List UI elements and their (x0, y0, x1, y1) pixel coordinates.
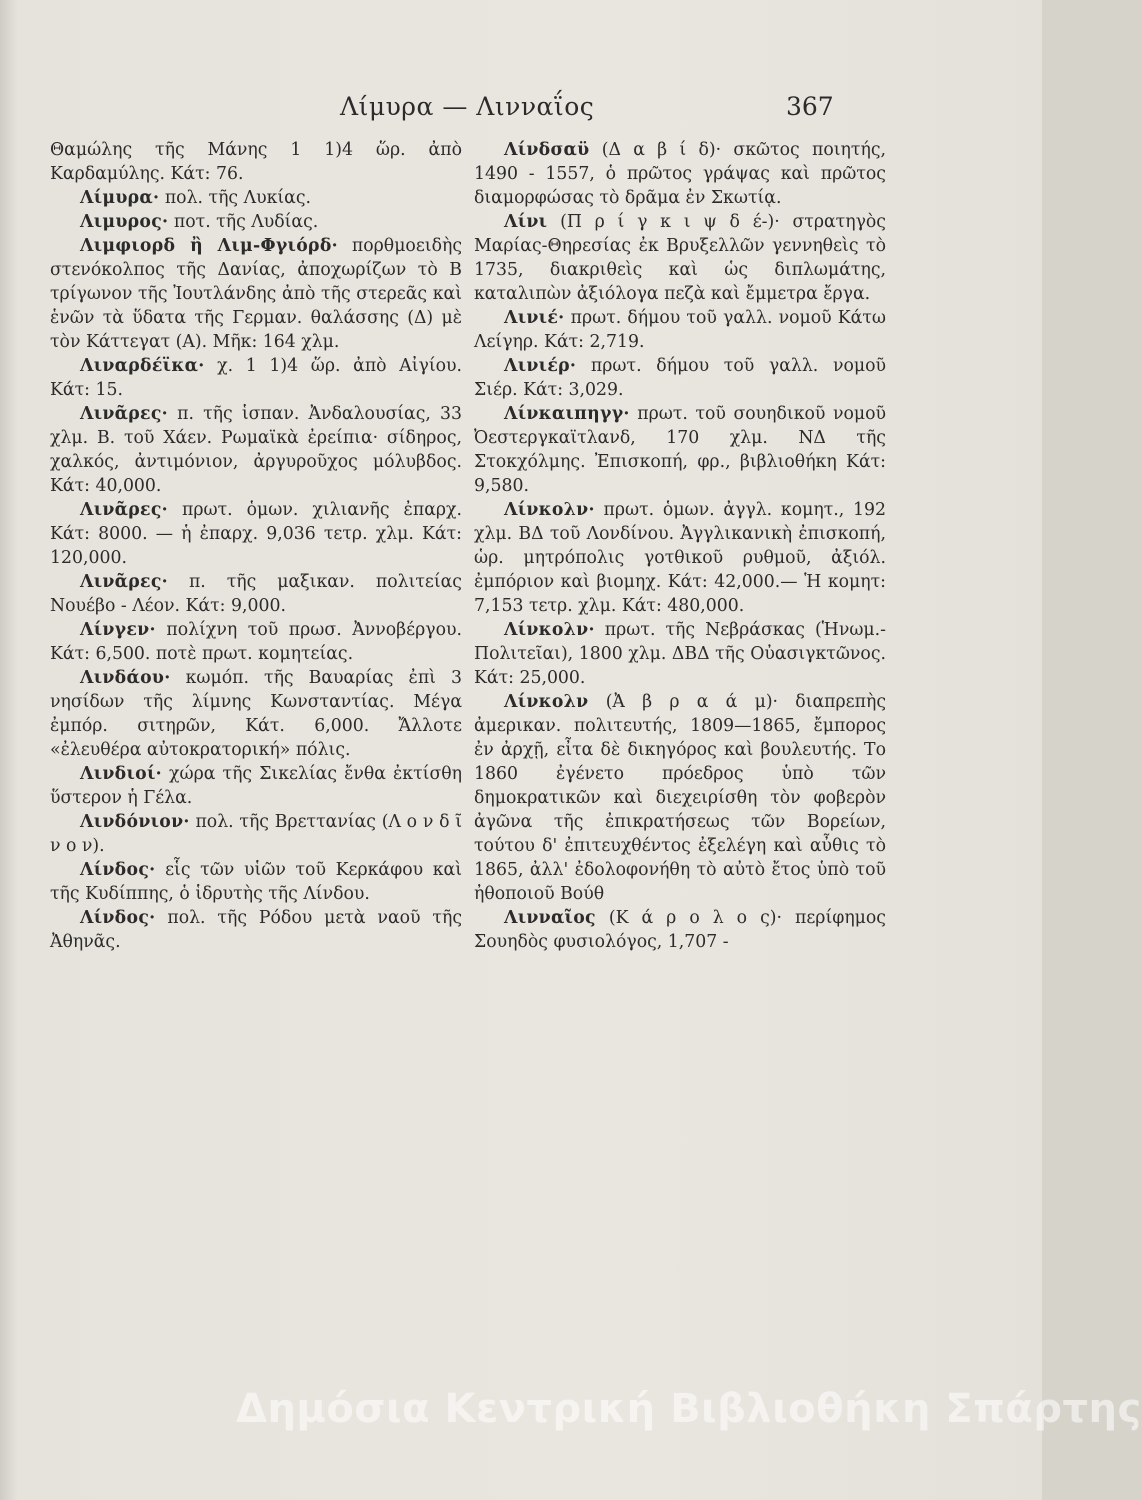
entry-headword: Λίνγεν· (80, 620, 156, 640)
entry-text: (Ἀ β ρ α ά μ)· διαπρεπὴς ἀμερικαν. πολιτευτής, 1809—1865, ἔμπορος ἐν ἀρχῇ, εἶτα δὲ δικηγόρος καὶ βουλευτής. Το 1860 ἐγένετο πρόεδρος ὑπὸ τῶν δημοκρατικῶν καὶ διεχειρίσθη τὸν φοβερὸν ἀγῶνα τῆς ἐπικρατήσεως τῶν Βορείων, τούτου δ' ἐπιτευχθέντος ἐξελέγη καὶ αὖθις τὸ 1865, ἀλλ' ἐδολοφονήθη τὸ αὐτὸ ἔτος ὑπὸ τοῦ ἠθοποιοῦ Βούθ (474, 692, 886, 904)
entry-headword: Λίνκαιπηγγ· (504, 404, 630, 424)
dictionary-entry (50, 498, 462, 570)
entry-text: πολίχνη τοῦ πρωσ. Ἀννοβέργου. Κάτ: 6,500. ποτὲ πρωτ. κομητείας. (50, 620, 462, 664)
entry-text: χ. 1 1)4 ὥρ. ἀπὸ Αἰγίου. Κάτ: 15. (50, 356, 462, 400)
entry-headword: Λινδάου· (80, 668, 171, 688)
right-column (474, 138, 886, 954)
entry-text: Θαμώλης τῆς Μάνης 1 1)4 ὥρ. ἀπὸ Καρδαμύλης. Κάτ: 76. (50, 140, 462, 184)
dictionary-entry (50, 402, 462, 498)
entry-text: εἷς τῶν υἱῶν τοῦ Κερκάφου καὶ τῆς Κυδίππης, ὁ ἱδρυτὴς τῆς Λίνδου. (50, 860, 462, 904)
entry-headword: Λιμυρος· (80, 212, 169, 232)
entry-text: ποτ. τῆς Λυδίας. (168, 212, 319, 232)
dictionary-entry (474, 402, 886, 498)
entry-text: (Π ρ ί γ κ ι ψ δ έ-)· στρατηγὸς Μαρίας-Θηρεσίας ἐκ Βρυξελλῶν γεννηθεὶς τὸ 1735, διακριθεὶς καὶ ὡς διπλωμάτης, καταλιπὼν ἀξιόλογα πεζὰ καὶ ἔμμετρα ἔργα. (474, 212, 886, 304)
dictionary-entry (50, 666, 462, 762)
entry-headword: Λινναῖος (504, 908, 596, 928)
running-title: Λίμυρα — Λινναΐος (340, 92, 595, 121)
left-column (50, 138, 462, 954)
entry-text: πρωτ. δήμου τοῦ γαλλ. νομοῦ Σιέρ. Κάτ: 3,029. (474, 356, 886, 400)
dictionary-entry (474, 210, 886, 306)
entry-headword: Λιμφιορδ ἢ Λιμ-Φγιόρδ· (80, 236, 338, 256)
entry-headword: Λινιέ· (504, 308, 565, 328)
entry-text: πολ. τῆς Βρεττανίας (Λ ο ν δ ῖ ν ο ν). (50, 812, 462, 856)
dictionary-entry (50, 354, 462, 402)
dictionary-entry (474, 138, 886, 210)
entry-headword: Λίνκολν· (504, 500, 595, 520)
page-header (0, 92, 1042, 132)
dictionary-entry (474, 618, 886, 690)
entry-text: πολ. τῆς Ρόδου μετὰ ναοῦ τῆς Ἀθηνᾶς. (50, 908, 462, 952)
entry-text: πορθμοειδὴς στενόκολπος τῆς Δανίας, ἀποχωρίζων τὸ Β τρίγωνον τῆς Ἰουτλάνδης ἀπὸ τῆς στερεᾶς καὶ ἑνῶν τὰ ὕδατα τῆς Γερμαν. θαλάσσης (Δ) μὲ τὸν Κάττεγατ (Α). Μῆκ: 164 χλμ. (50, 236, 462, 352)
dictionary-entry (50, 906, 462, 954)
entry-headword: Λινιέρ· (504, 356, 577, 376)
dictionary-entry (50, 570, 462, 618)
entry-text: κωμόπ. τῆς Βαυαρίας ἐπὶ 3 νησίδων τῆς λίμνης Κωνσταντίας. Μέγα ἐμπόρ. σιτηρῶν, Κάτ. 6,000. Ἄλλοτε «ἐλευθέρα αὐτοκρατορική» πόλις. (50, 668, 462, 760)
entry-headword: Λινᾶρες· (80, 572, 168, 592)
entry-headword: Λίμυρα· (80, 188, 160, 208)
entry-headword: Λίνδσαϋ (504, 140, 590, 160)
dictionary-entry (50, 210, 462, 234)
entry-text: (Δ α β ί δ)· σκῶτος ποιητής, 1490 - 1557, ὁ πρῶτος γράψας καὶ πρῶτος διαμορφώσας τὸ δρᾶμα ἐν Σκωτίᾳ. (474, 140, 886, 208)
entry-headword: Λίνκολν· (504, 620, 595, 640)
dictionary-entry (474, 354, 886, 402)
entry-text: πρωτ. ὁμων. ἀγγλ. κομητ., 192 χλμ. ΒΔ τοῦ Λονδίνου. Ἀγγλικανικὴ ἐπισκοπή, ὡρ. μητρόπολις γοτθικοῦ ρυθμοῦ, ἀξιόλ. ἐμπόριον καὶ βιομηχ. Κάτ: 42,000.— Ἡ κομητ: 7,153 τετρ. χλμ. Κάτ: 480,000. (474, 500, 886, 616)
entry-text: π. τῆς μαξικαν. πολιτείας Νουέβο - Λέον. Κάτ: 9,000. (50, 572, 462, 616)
entry-headword: Λινδόνιον· (80, 812, 190, 832)
dictionary-entry (50, 618, 462, 666)
entry-text: πρωτ. δήμου τοῦ γαλλ. νομοῦ Κάτω Λείγηρ. Κάτ: 2,719. (474, 308, 886, 352)
dictionary-entry (474, 498, 886, 618)
entry-headword: Λίνδος· (80, 860, 156, 880)
dictionary-entry (50, 186, 462, 210)
entry-text: χώρα τῆς Σικελίας ἔνθα ἐκτίσθη ὕστερον ἡ Γέλα. (50, 764, 462, 808)
dictionary-entry (474, 306, 886, 354)
dictionary-entry (50, 234, 462, 354)
dictionary-entry (50, 138, 462, 186)
dictionary-entry (50, 810, 462, 858)
entry-headword: Λιναρδέϊκα· (80, 356, 205, 376)
entry-headword: Λινδιοί· (80, 764, 162, 784)
entry-headword: Λινᾶρες· (80, 404, 168, 424)
entry-text: πολ. τῆς Λυκίας. (159, 188, 312, 208)
library-watermark: Δημόσια Κεντρική Βιβλιοθήκη Σπάρτης (236, 1386, 1142, 1432)
entry-text: πρωτ. τῆς Νεβράσκας (Ἡνωμ.-Πολιτεῖαι), 1800 χλμ. ΔΒΔ τῆς Οὐασιγκτῶνος. Κάτ: 25,000. (474, 620, 886, 688)
entry-headword: Λίνκολν (504, 692, 589, 712)
page-number: 367 (786, 92, 834, 121)
entry-headword: Λίνι (504, 212, 548, 232)
entry-text: πρωτ. ὁμων. χιλιανῆς ἐπαρχ. Κάτ: 8000. — ἡ ἐπαρχ. 9,036 τετρ. χλμ. Κάτ: 120,000. (50, 500, 462, 568)
entry-text: (Κ ά ρ ο λ ο ς)· περίφημος Σουηδὸς φυσιολόγος, 1,707 - (474, 908, 886, 952)
dictionary-entry (50, 762, 462, 810)
entry-headword: Λίνδος· (80, 908, 156, 928)
dictionary-entry (50, 858, 462, 906)
dictionary-entry (474, 906, 886, 954)
entry-text: πρωτ. τοῦ σουηδικοῦ νομοῦ Ὀεστεργκαϊτλανδ, 170 χλμ. ΝΔ τῆς Στοκχόλμης. Ἐπισκοπή, φρ., βιβλιοθήκη Κάτ: 9,580. (474, 404, 886, 496)
entry-text: π. τῆς ἱσπαν. Ἀνδαλουσίας, 33 χλμ. Β. τοῦ Χάεν. Ρωμαϊκὰ ἐρείπια· σίδηρος, χαλκός, ἀντιμόνιον, ἀργυροῦχος μόλυβδος. Κάτ: 40,000. (50, 404, 462, 496)
dictionary-entry (474, 690, 886, 906)
entry-headword: Λινᾶρες· (80, 500, 168, 520)
